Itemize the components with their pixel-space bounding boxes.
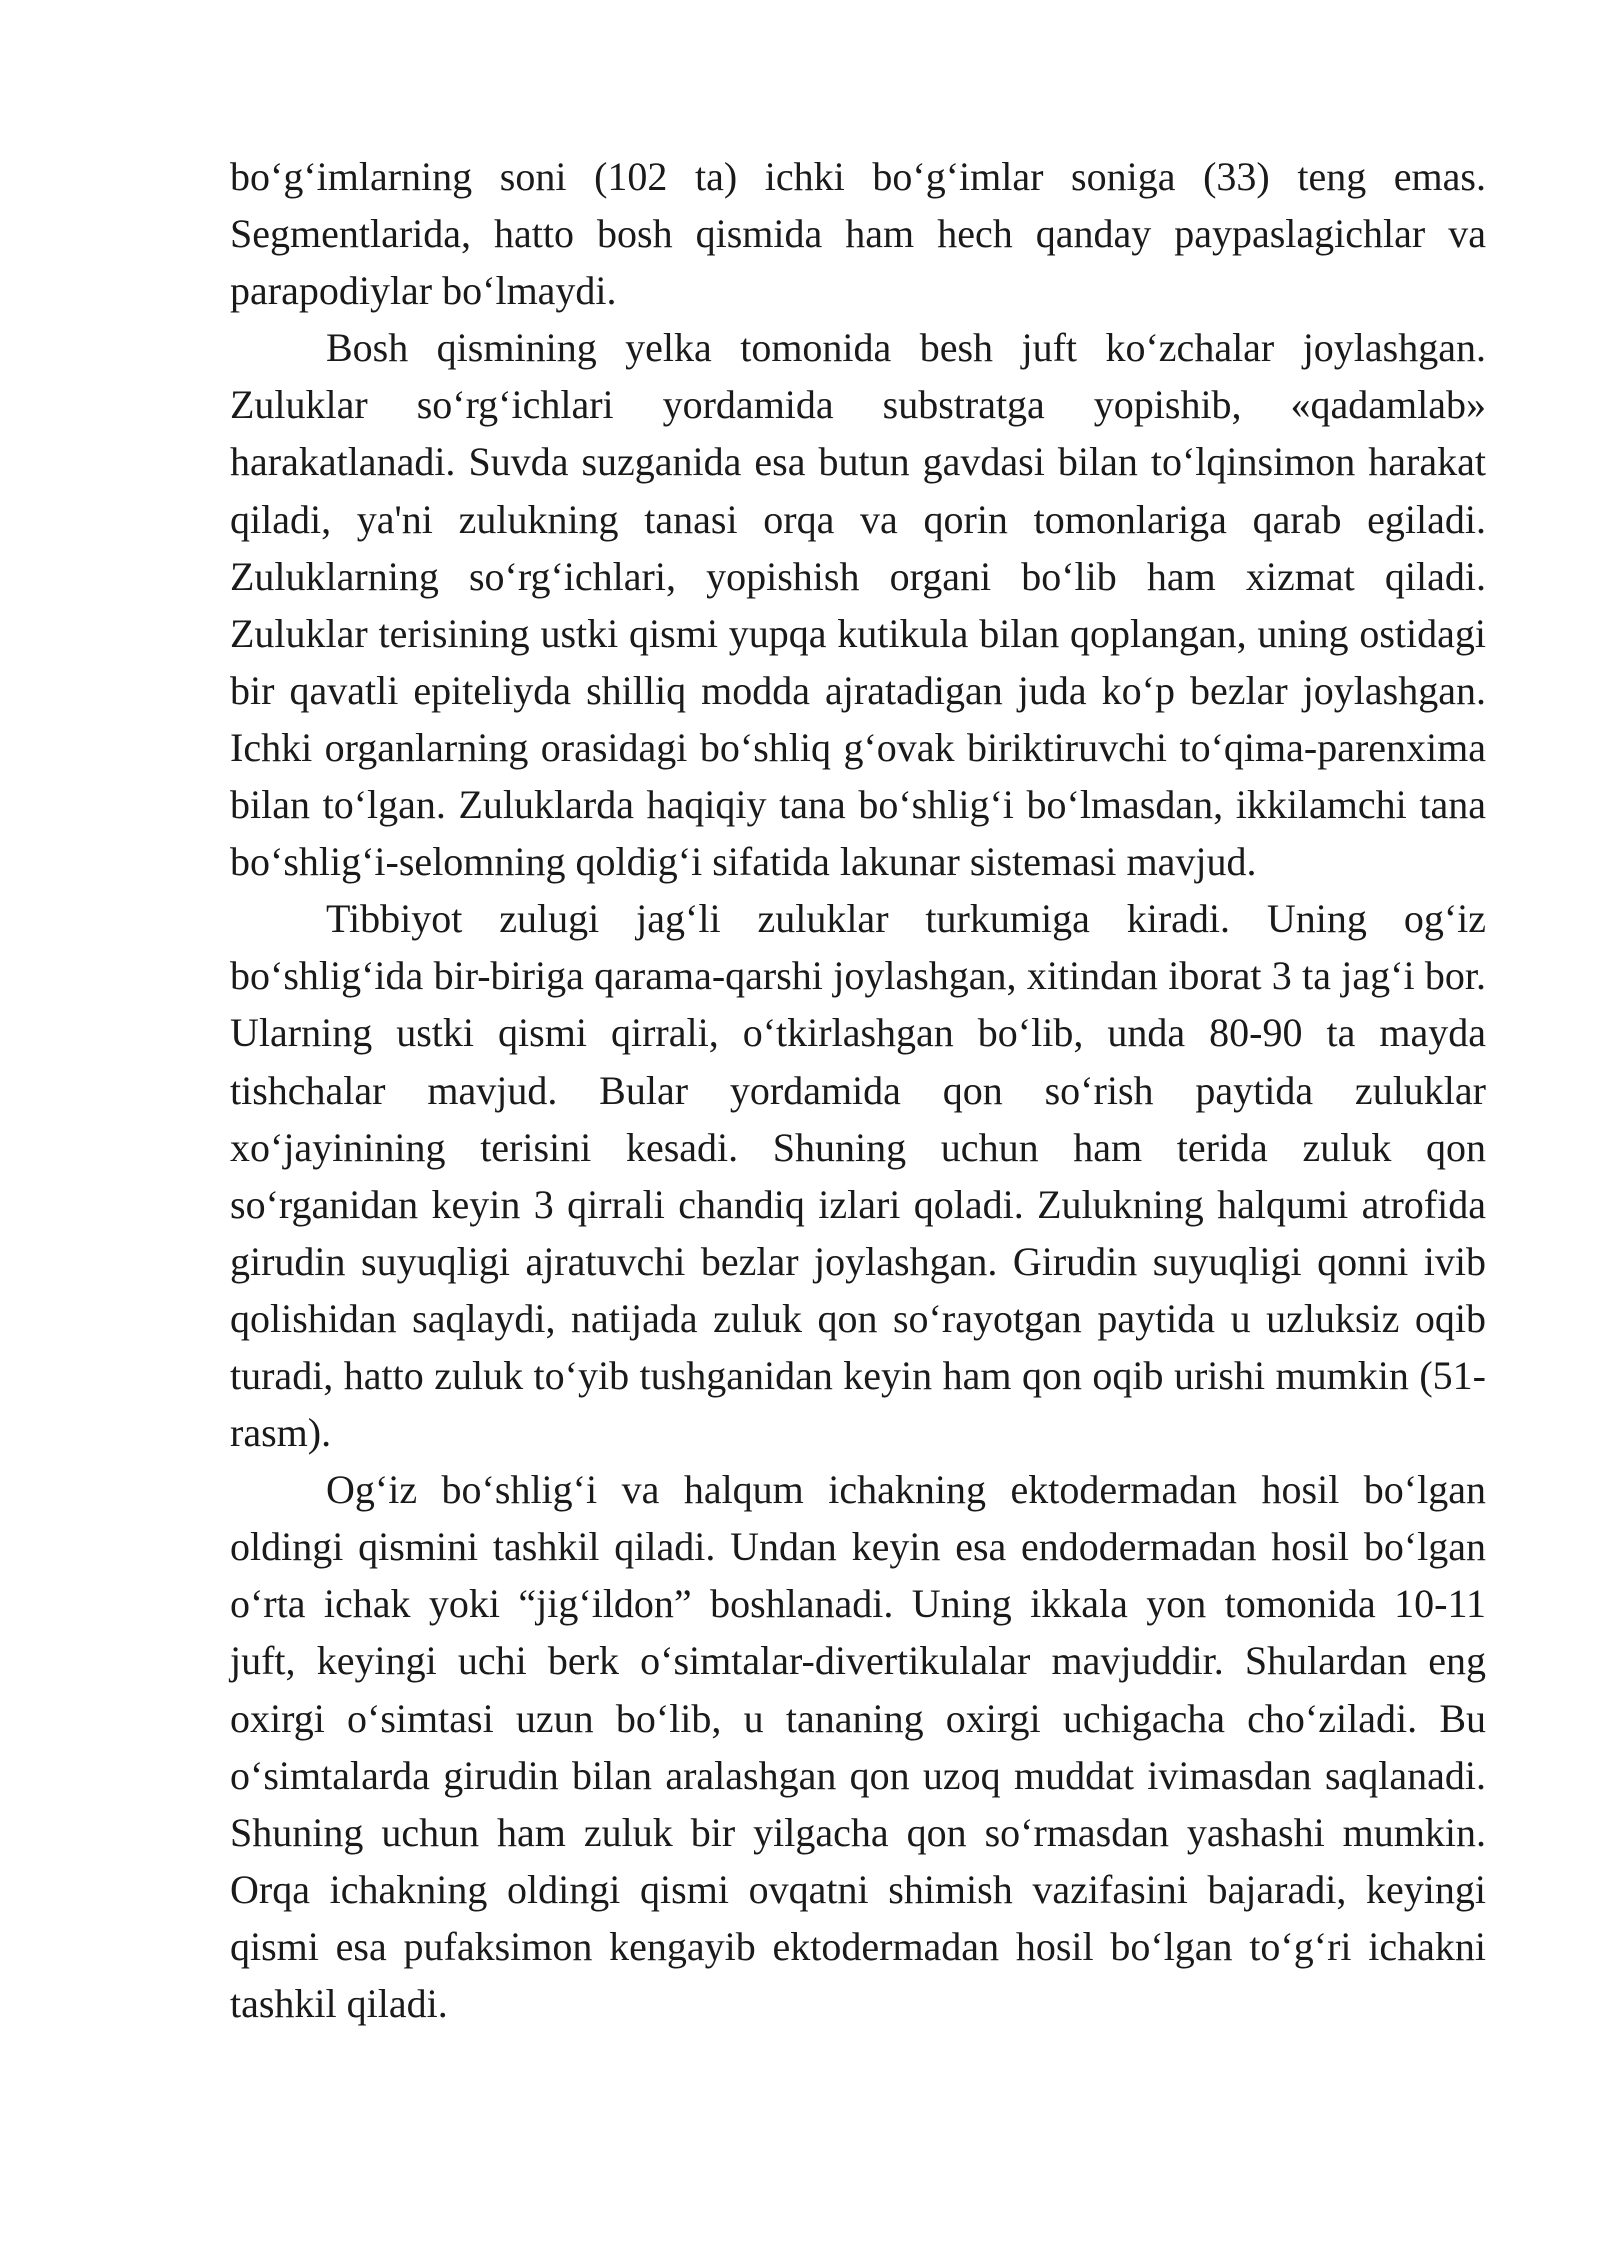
paragraph-continuation: bo‘g‘imlarning soni (102 ta) ichki bo‘g‘imlar soniga (33) teng emas. Segmentlarida, hatto bosh qismida ham hech qanday paypaslagichlar va parapodiylar bo‘lmaydi.: [230, 154, 1486, 314]
paragraph-digestive-system: Og‘iz bo‘shlig‘i va halqum ichakning ektodermadan hosil bo‘lgan oldingi qismini tashkil qiladi. Undan keyin esa endodermadan hosil bo‘lgan o‘rta ichak yoki “jig‘ildon” boshlanadi. Uning ikkala yon tomonida 10-11 juft, keyingi uchi berk o‘simtalar-divertikulalar mavjuddir. Shulardan eng oxirgi o‘simtasi uzun bo‘lib, u tananing oxirgi uchigacha cho‘ziladi. Bu o‘simtalarda girudin bilan aralashgan qon uzoq muddat ivimasdan saqlanadi. Shuning uchun ham zuluk bir yilgacha qon so‘rmasdan yashashi mumkin. Orqa ichakning oldingi qismi ovqatni shimish vazifasini bajaradi, keyingi qismi esa pufaksimon kengayib ektodermadan hosil bo‘lgan to‘g‘ri ichakni tashkil qiladi.: [230, 1467, 1486, 2026]
paragraph-medical-leech-jaws: Tibbiyot zulugi jag‘li zuluklar turkumiga kiradi. Uning og‘iz bo‘shlig‘ida bir-biriga qarama-qarshi joylashgan, xitindan iborat 3 ta jag‘i bor. Ularning ustki qismi qirrali, o‘tkirlashgan bo‘lib, unda 80-90 ta mayda tishchalar mavjud. Bular yordamida qon so‘rish paytida zuluklar xo‘jayinining terisini kesadi. Shuning uchun ham terida zuluk qon so‘rganidan keyin 3 qirrali chandiq izlari qoladi. Zulukning halqumi atrofida girudin suyuqligi ajratuvchi bezlar joylashgan. Girudin suyuqligi qonni ivib qolishidan saqlaydi, natijada zuluk qon so‘rayotgan paytida u uzluksiz oqib turadi, hatto zuluk to‘yib tushganidan keyin ham qon oqib urishi mumkin (51-rasm).: [230, 896, 1486, 1456]
document-page: [230, 148, 1486, 2032]
paragraph-head-morphology: Bosh qismining yelka tomonida besh juft ko‘zchalar joylashgan. Zuluklar so‘rg‘ichlari yordamida substratga yopishib, «qadamlab» harakatlanadi. Suvda suzganida esa butun gavdasi bilan to‘lqinsimon harakat qiladi, ya'ni zulukning tanasi orqa va qorin tomonlariga qarab egiladi. Zuluklarning so‘rg‘ichlari, yopishish organi bo‘lib ham xizmat qiladi. Zuluklar terisining ustki qismi yupqa kutikula bilan qoplangan, uning ostidagi bir qavatli epiteliyda shilliq modda ajratadigan juda ko‘p bezlar joylashgan. Ichki organlarning orasidagi bo‘shliq g‘ovak biriktiruvchi to‘qima-parenxima bilan to‘lgan. Zuluklarda haqiqiy tana bo‘shlig‘i bo‘lmasdan, ikkilamchi tana bo‘shlig‘i-selomning qoldig‘i sifatida lakunar sistemasi mavjud.: [230, 325, 1486, 885]
